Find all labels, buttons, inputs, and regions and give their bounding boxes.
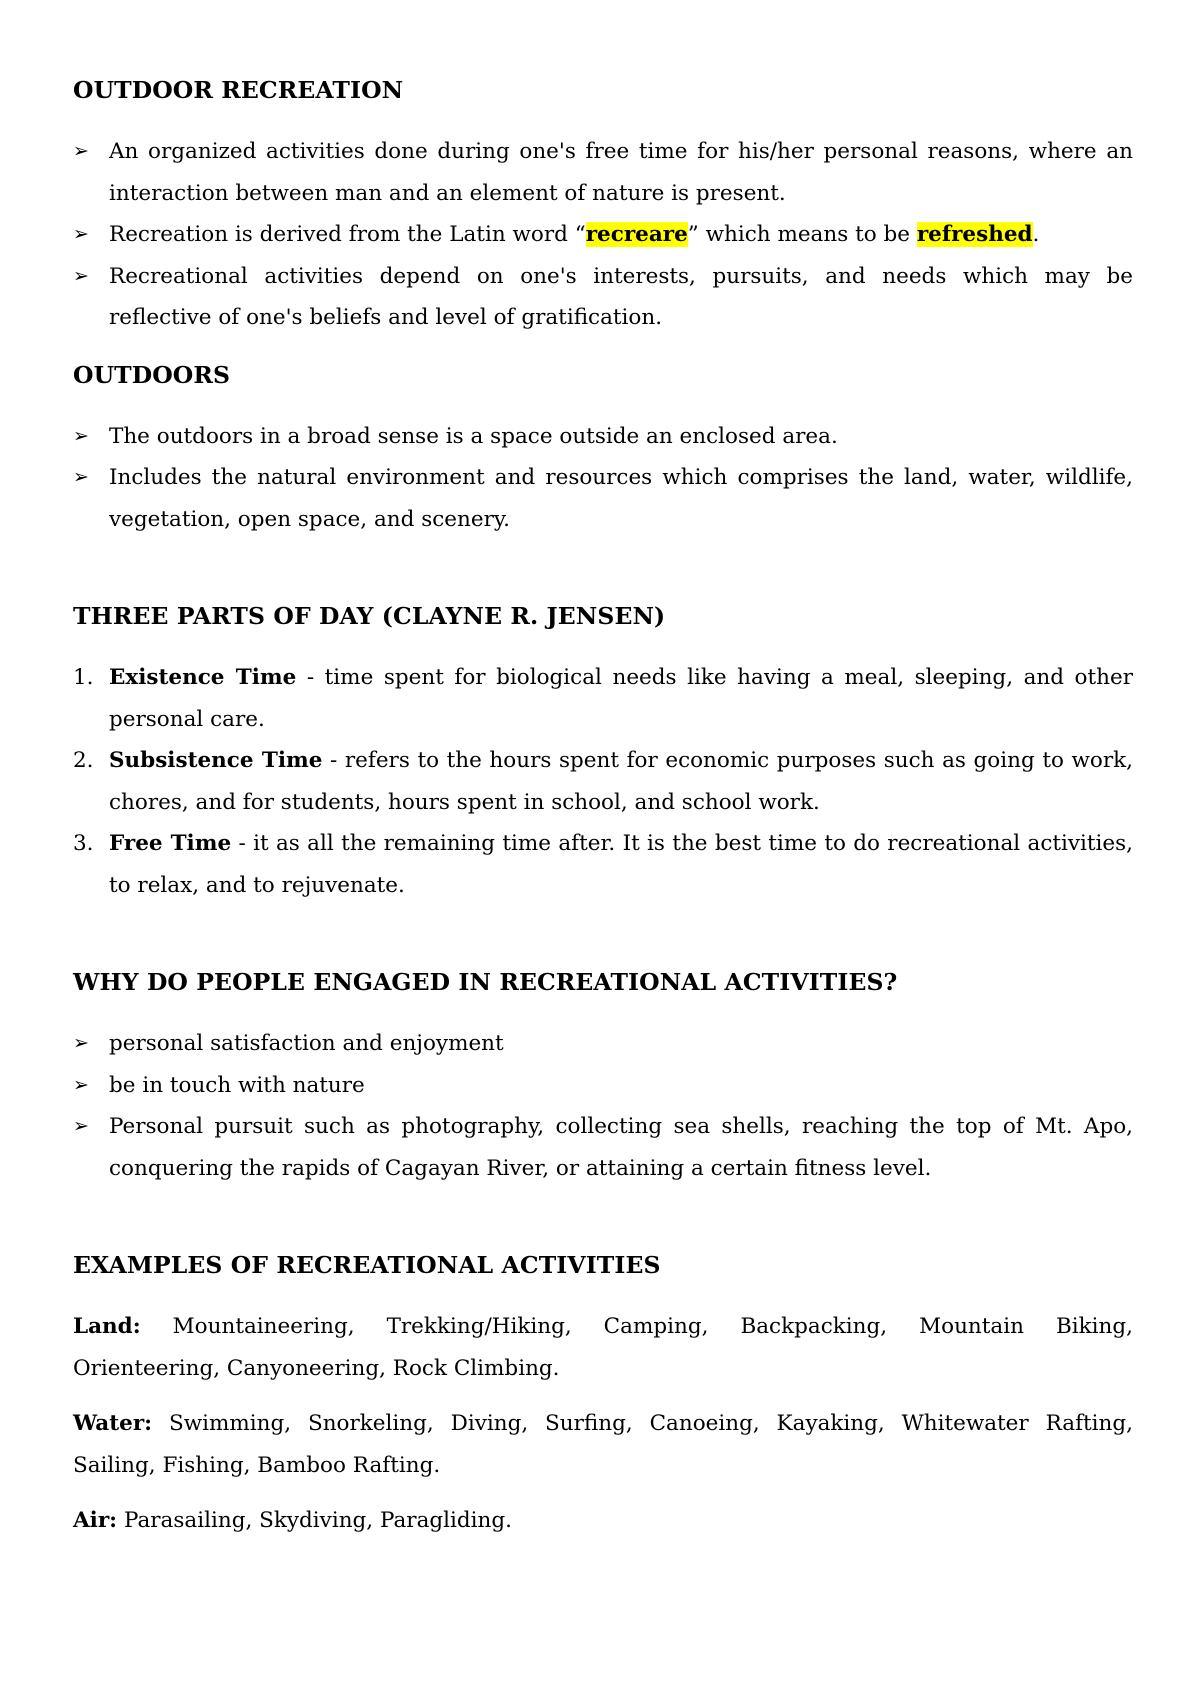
heading-why-recreation: WHY DO PEOPLE ENGAGED IN RECREATIONAL ACTIVITIES?: [73, 968, 898, 996]
list-item-subsistence-time: 2. Subsistence Time - refers to the hours spent for economic purposes such as going to work, chores, and for students, hours spent in school, and school work.: [73, 748, 1133, 815]
why-list: [73, 1023, 1133, 1189]
heading-outdoor-recreation: OUTDOOR RECREATION: [73, 76, 404, 104]
highlight-refreshed: refreshed: [916, 222, 1033, 247]
list-item: ➢ be in touch with nature: [73, 1065, 1133, 1107]
list-item: ➢ personal satisfaction and enjoyment: [73, 1023, 1133, 1065]
examples-air: Air: Parasailing, Skydiving, Paragliding.: [73, 1508, 512, 1533]
outdoor-recreation-list: [73, 131, 1133, 339]
list-item: ➢ Recreational activities depend on one's interests, pursuits, and needs which may be reflective of one's beliefs and level of gratification.: [73, 256, 1133, 339]
examples-block: [73, 1306, 1133, 1542]
list-item: ➢ Personal pursuit such as photography, collecting sea shells, reaching the top of Mt. Apo, conquering the rapids of Cagayan River, or attaining a certain fitness level.: [73, 1106, 1133, 1189]
list-item: ➢ Includes the natural environment and resources which comprises the land, water, wildlife, vegetation, open space, and scenery.: [73, 457, 1133, 540]
list-item: ➢ The outdoors in a broad sense is a space outside an enclosed area.: [73, 416, 1133, 458]
list-item: ➢ An organized activities done during one's free time for his/her personal reasons, where an interaction between man and an element of nature is present.: [73, 131, 1133, 214]
page-content: [73, 70, 1133, 1542]
outdoors-list: [73, 416, 1133, 541]
examples-land: Land: Mountaineering, Trekking/Hiking, Camping, Backpacking, Mountain Biking, Orienteering, Canyoneering, Rock Climbing.: [73, 1314, 1133, 1381]
highlight-recreare: recreare: [585, 222, 688, 247]
heading-examples: EXAMPLES OF RECREATIONAL ACTIVITIES: [73, 1251, 661, 1279]
heading-three-parts-of-day: THREE PARTS OF DAY (CLAYNE R. JENSEN): [73, 602, 666, 630]
list-item-free-time: 3. Free Time - it as all the remaining time after. It is the best time to do recreational activities, to relax, and to rejuvenate.: [73, 831, 1134, 898]
list-item-existence-time: 1. Existence Time - time spent for biological needs like having a meal, sleeping, and other personal care.: [73, 665, 1133, 732]
heading-outdoors: OUTDOORS: [73, 360, 231, 389]
examples-water: Water: Swimming, Snorkeling, Diving, Surfing, Canoeing, Kayaking, Whitewater Rafting, Sailing, Fishing, Bamboo Rafting.: [73, 1411, 1133, 1478]
three-parts-list: [73, 657, 1133, 906]
list-item-latin-origin: ➢ Recreation is derived from the Latin word “recreare” which means to be refreshed.: [73, 214, 1133, 256]
